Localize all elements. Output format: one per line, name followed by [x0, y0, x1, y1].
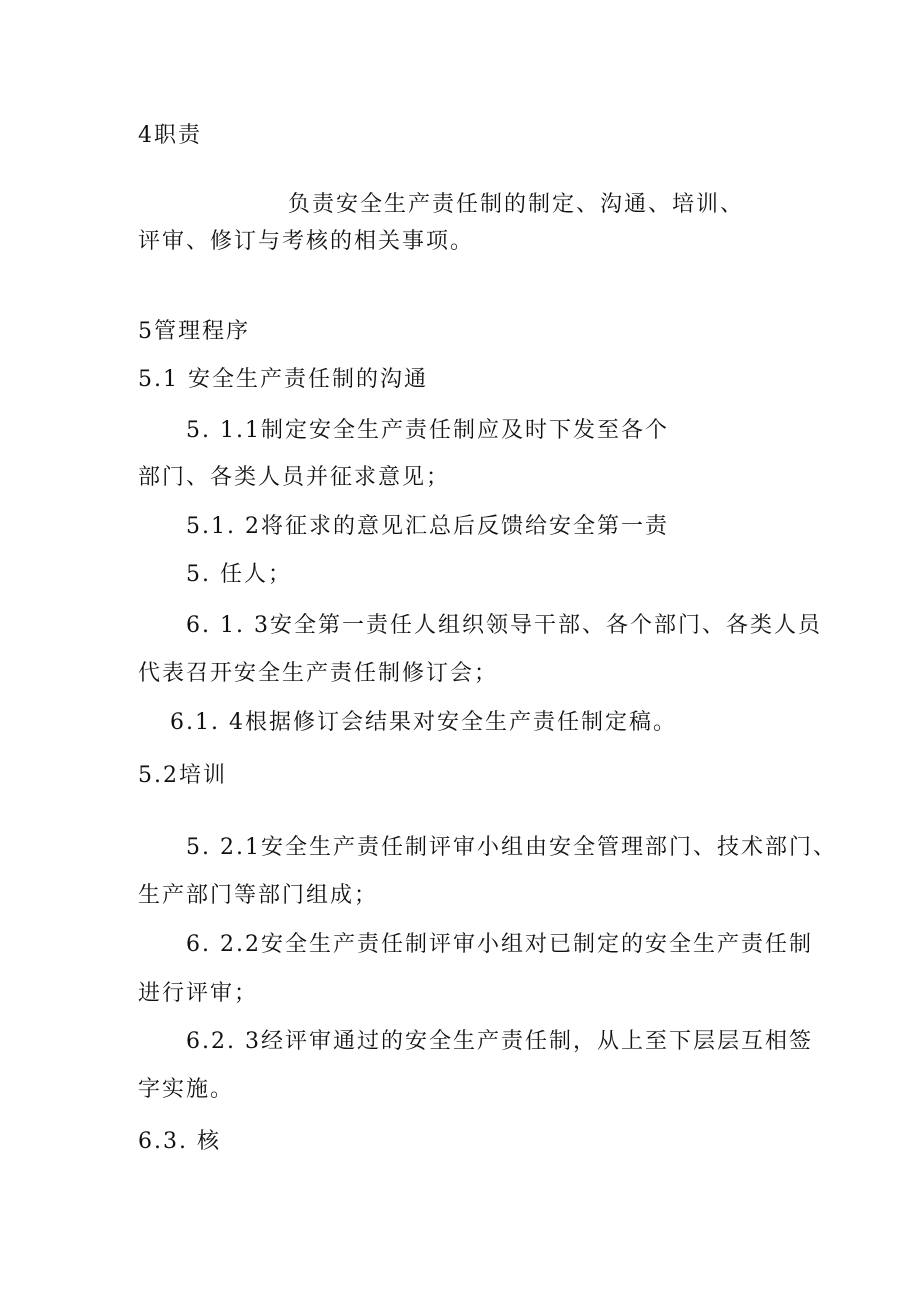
paragraph-line: 部门、各类人员并征求意见； — [138, 465, 451, 490]
subsection-heading: 6.3. 核 — [138, 1129, 221, 1154]
paragraph-line: 进行评审； — [138, 981, 259, 1006]
paragraph-line: 5. 任人； — [186, 562, 292, 587]
paragraph-line: 5. 1.1制定安全生产责任制应及时下发至各个 — [186, 418, 669, 443]
paragraph-line: 6. 1. 3安全第一责任人组织领导干部、各个部门、各类人员 — [186, 613, 822, 638]
paragraph-line: 评审、修订与考核的相关事项。 — [138, 229, 475, 254]
paragraph-line: 6.2. 3经评审通过的安全生产责任制，从上至下层层互相签 — [186, 1029, 813, 1054]
paragraph-line: 负责安全生产责任制的制定、沟通、培训、 — [288, 192, 745, 217]
section-heading-4: 4职责 — [138, 123, 202, 148]
paragraph-line: 生产部门等部门组成； — [138, 883, 379, 908]
paragraph-line: 字实施。 — [138, 1077, 235, 1102]
section-heading-5: 5管理程序 — [138, 319, 250, 344]
paragraph-line: 代表召开安全生产责任制修订会； — [138, 661, 499, 686]
paragraph-line: 6.1. 4根据修订会结果对安全生产责任制定稿。 — [170, 710, 677, 735]
paragraph-line: 6. 2.2安全生产责任制评审小组对已制定的安全生产责任制 — [186, 932, 813, 957]
subsection-heading: 5.2培训 — [138, 763, 227, 788]
paragraph-line: 5.1. 2将征求的意见汇总后反馈给安全第一责 — [186, 514, 669, 539]
paragraph-line: 5. 2.1安全生产责任制评审小组由安全管理部门、技术部门、 — [186, 835, 837, 860]
subsection-heading: 5.1 安全生产责任制的沟通 — [138, 367, 428, 392]
